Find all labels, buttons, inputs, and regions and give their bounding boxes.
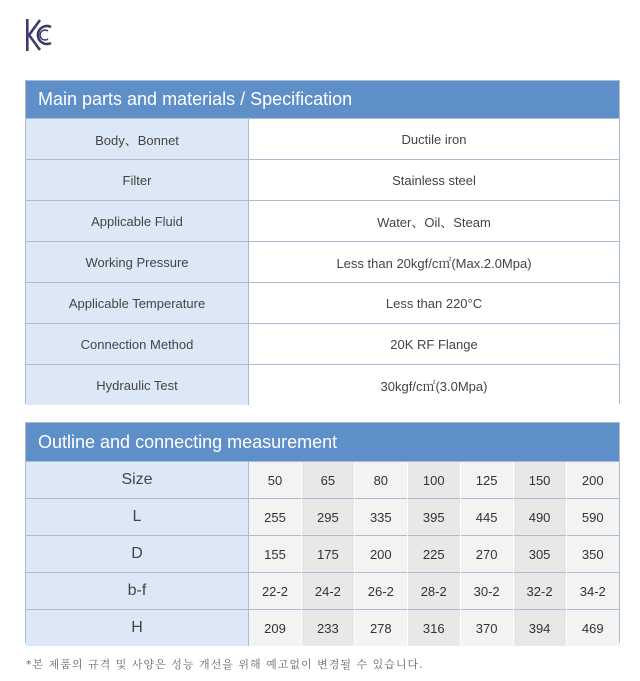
measurement-value: 255: [249, 499, 302, 536]
measurement-value: 370: [460, 610, 513, 647]
measurement-value: 125: [460, 462, 513, 499]
specification-table: [26, 118, 619, 405]
measurement-value: 100: [407, 462, 460, 499]
measurement-value: 590: [566, 499, 619, 536]
measurement-value: 155: [249, 536, 302, 573]
measurement-value: 65: [301, 462, 354, 499]
measurement-value: 335: [354, 499, 407, 536]
outline-measurement-panel: [25, 422, 620, 643]
spec-row: [26, 160, 619, 201]
measurement-value: 490: [513, 499, 566, 536]
measurement-label: H: [26, 610, 249, 647]
measurement-value: 200: [354, 536, 407, 573]
spec-label: Connection Method: [26, 324, 249, 365]
measurement-row: [26, 536, 619, 573]
kc-certification-mark-icon: [24, 16, 54, 56]
measurement-value: 270: [460, 536, 513, 573]
measurement-row: [26, 462, 619, 499]
spec-value: Less than 20kgf/c㎡(Max.2.0Mpa): [249, 242, 620, 283]
measurement-value: 150: [513, 462, 566, 499]
measurement-value: 233: [301, 610, 354, 647]
disclaimer-note: *본 제품의 규격 및 사양은 성능 개선을 위해 예고없이 변경될 수 있습니다.: [26, 658, 424, 671]
measurement-row: [26, 610, 619, 647]
specification-panel: [25, 80, 620, 404]
measurement-value: 209: [249, 610, 302, 647]
outline-measurement-title: Outline and connecting measurement: [26, 423, 619, 461]
measurement-value: 34-2: [566, 573, 619, 610]
measurement-value: 445: [460, 499, 513, 536]
spec-row: [26, 365, 619, 406]
spec-row: [26, 119, 619, 160]
spec-value: Less than 220°C: [249, 283, 620, 324]
measurement-label: b-f: [26, 573, 249, 610]
measurement-value: 26-2: [354, 573, 407, 610]
measurement-value: 350: [566, 536, 619, 573]
spec-value: Stainless steel: [249, 160, 620, 201]
measurement-label: L: [26, 499, 249, 536]
spec-value: 30kgf/c㎡(3.0Mpa): [249, 365, 620, 406]
measurement-value: 278: [354, 610, 407, 647]
spec-value: Water、Oil、Steam: [249, 201, 620, 242]
spec-value: 20K RF Flange: [249, 324, 620, 365]
measurement-value: 225: [407, 536, 460, 573]
measurement-value: 32-2: [513, 573, 566, 610]
measurement-value: 469: [566, 610, 619, 647]
specification-title: Main parts and materials / Specification: [26, 81, 619, 118]
measurement-value: 50: [249, 462, 302, 499]
measurement-label: Size: [26, 462, 249, 499]
measurement-value: 28-2: [407, 573, 460, 610]
measurement-row: [26, 499, 619, 536]
measurement-value: 316: [407, 610, 460, 647]
measurement-value: 395: [407, 499, 460, 536]
measurement-value: 22-2: [249, 573, 302, 610]
measurement-value: 175: [301, 536, 354, 573]
measurement-value: 24-2: [301, 573, 354, 610]
measurement-row: [26, 573, 619, 610]
measurement-value: 394: [513, 610, 566, 647]
spec-row: [26, 201, 619, 242]
measurement-value: 80: [354, 462, 407, 499]
spec-label: Applicable Fluid: [26, 201, 249, 242]
spec-row: [26, 283, 619, 324]
spec-label: Working Pressure: [26, 242, 249, 283]
measurement-label: D: [26, 536, 249, 573]
spec-label: Applicable Temperature: [26, 283, 249, 324]
spec-label: Filter: [26, 160, 249, 201]
measurement-value: 305: [513, 536, 566, 573]
spec-row: [26, 242, 619, 283]
spec-row: [26, 324, 619, 365]
measurement-value: 295: [301, 499, 354, 536]
measurement-value: 30-2: [460, 573, 513, 610]
measurement-value: 200: [566, 462, 619, 499]
spec-label: Hydraulic Test: [26, 365, 249, 406]
measurement-table: [26, 461, 619, 646]
spec-label: Body、Bonnet: [26, 119, 249, 160]
spec-value: Ductile iron: [249, 119, 620, 160]
